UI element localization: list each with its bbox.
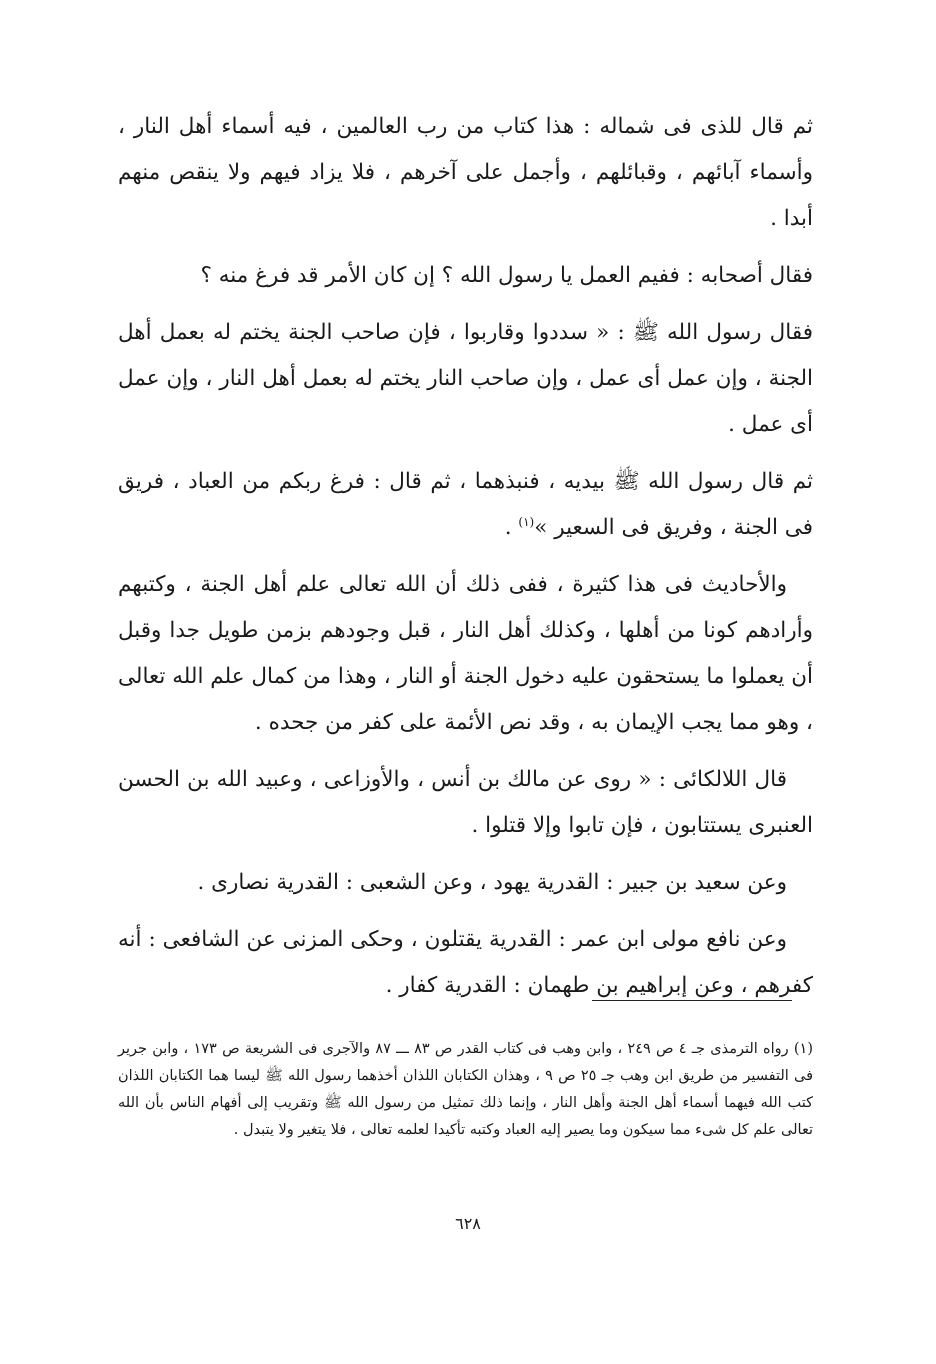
quote-text: ثم قال رسول الله ﷺ بيديه ، فنبذهما ، ثم قال : فرغ ربكم من العباد ، فريق فى الجنة ، وفريق فى السعير » <box>118 469 813 540</box>
paragraph-nafi: وعن نافع مولى ابن عمر : القدرية يقتلون ، وحكى المزنى عن الشافعى : أنه كفرهم ، وعن إبراهيم بن طهمان : القدرية كفار . <box>118 927 813 998</box>
footnote-1: (١) رواه الترمذى جـ ٤ ص ٢٤٩ ، وابن وهب فى كتاب القدر ص ٨٣ ـــ ٨٧ والآجرى فى الشريعة ص ١٧٣ ، وابن جرير فى التفسير من طريق ابن وهب جـ ٢٥ ص ٩ ، وهذان الكتابان اللذان أخذهما رسول الله ﷺ ليسا هما الكتابان اللذان كتب الله فيهما أسماء أهل الجنة وأهل النار ، وإنما ذلك تمثيل من رسول الله ﷺ وتقريب إلى أفهام الناس بأن الله تعالى علم كل شىء مما سيكون وما يصير إليه العباد وكتبه تأكيدا لعلمه تعالى ، فلا يتغير ولا يتبدل . <box>118 1041 814 1138</box>
footnote-reference: (١) <box>518 514 535 529</box>
paragraph-book-of-fire: ثم قال للذى فى شماله : هذا كتاب من رب العالمين ، فيه أسماء أهل النار ، وأسماء آبائهم ، وقبائلهم ، وأجمل على آخرهم ، فلا يزاد فيهم ولا ينقص منهم أبدا . <box>118 114 813 231</box>
paragraph-said-ibn-jubayr: وعن سعيد بن جبير : القدرية يهود ، وعن الشعبى : القدرية نصارى . <box>197 870 787 895</box>
quote-end: . <box>504 515 519 540</box>
footnote-divider <box>592 1000 792 1001</box>
footnotes <box>118 1036 813 1144</box>
paragraph-many-hadiths: والأحاديث فى هذا كثيرة ، ففى ذلك أن الله تعالى علم أهل الجنة ، وكتبهم وأرادهم كونا من أهلها ، وكذلك أهل النار ، قبل وجودهم بزمن طويل جدا وقبل أن يعملوا ما يستحقون عليه دخول الجنة أو النار ، وهذا من كمال علم الله تعالى ، وهو مما يجب الإيمان به ، وقد نص الأئمة على كفر من جحده . <box>118 572 813 735</box>
page-number: ٦٢٨ <box>455 1214 481 1233</box>
paragraph-prophet-answer: فقال رسول الله ﷺ : « سددوا وقاربوا ، فإن صاحب الجنة يختم له بعمل أهل الجنة ، وإن عمل أى عمل ، وإن صاحب النار يختم له بعمل أهل النار ، وإن عمل أى عمل . <box>118 320 813 437</box>
paragraph-companions-question: فقال أصحابه : ففيم العمل يا رسول الله ؟ إن كان الأمر قد فرغ منه ؟ <box>200 263 813 288</box>
main-text <box>118 104 813 1020</box>
paragraph-prophet-throws <box>118 459 813 551</box>
paragraph-lalkai: قال اللالكائى : « روى عن مالك بن أنس ، والأوزاعى ، وعبيد الله بن الحسن العنبرى يستتابون ، فإن تابوا وإلا قتلوا . <box>118 767 813 838</box>
